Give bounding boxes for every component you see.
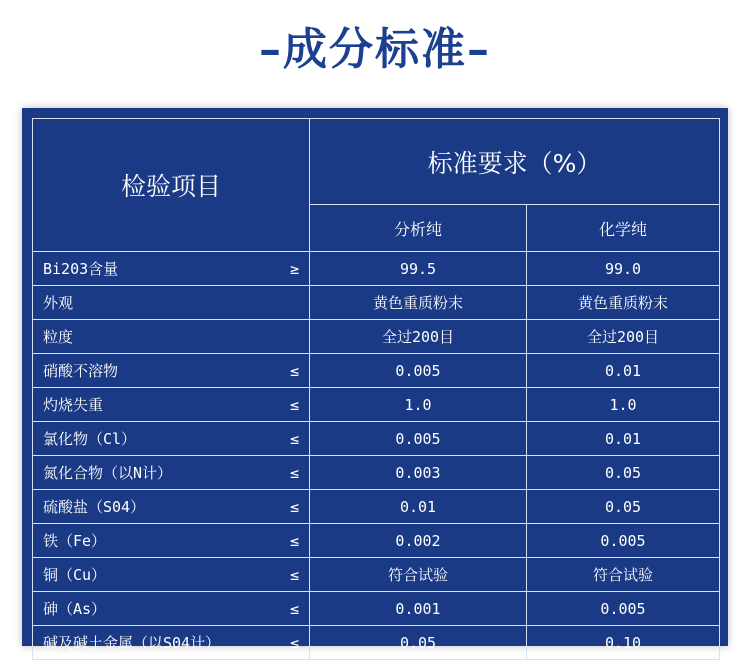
value-analytical: 0.005 xyxy=(310,422,527,456)
item-name: 砷（As） xyxy=(43,600,107,618)
comparison-operator: ≤ xyxy=(289,395,299,414)
comparison-operator: ≥ xyxy=(289,259,299,278)
item-cell xyxy=(33,388,310,422)
value-chemical: 全过200目 xyxy=(527,320,720,354)
value-chemical: 0.10 xyxy=(527,626,720,660)
value-analytical: 0.001 xyxy=(310,592,527,626)
header-col-chemical: 化学纯 xyxy=(527,205,720,252)
item-cell xyxy=(33,558,310,592)
comparison-operator: ≤ xyxy=(289,599,299,618)
item-name: 铁（Fe） xyxy=(43,532,107,550)
value-analytical: 0.05 xyxy=(310,626,527,660)
table-row xyxy=(33,490,720,524)
item-cell xyxy=(33,626,310,660)
standards-table xyxy=(32,118,720,660)
item-name: 外观 xyxy=(43,294,74,312)
table-row xyxy=(33,252,720,286)
value-chemical: 0.005 xyxy=(527,524,720,558)
table-row xyxy=(33,286,720,320)
table-row xyxy=(33,388,720,422)
page-title: –成分标准– xyxy=(259,24,491,75)
value-chemical: 1.0 xyxy=(527,388,720,422)
item-name: 灼烧失重 xyxy=(43,396,104,414)
item-name: Bi203含量 xyxy=(43,260,119,278)
item-cell xyxy=(33,252,310,286)
value-chemical: 黄色重质粉末 xyxy=(527,286,720,320)
value-analytical: 1.0 xyxy=(310,388,527,422)
item-cell xyxy=(33,490,310,524)
table-body xyxy=(33,119,720,660)
value-chemical: 0.01 xyxy=(527,422,720,456)
table-row xyxy=(33,524,720,558)
item-name: 硝酸不溶物 xyxy=(43,362,119,380)
item-cell xyxy=(33,286,310,320)
value-analytical: 0.002 xyxy=(310,524,527,558)
table-row xyxy=(33,456,720,490)
item-name: 氯化物（Cl） xyxy=(43,430,137,448)
comparison-operator: ≤ xyxy=(289,531,299,550)
item-name: 粒度 xyxy=(43,328,74,346)
item-cell xyxy=(33,456,310,490)
value-chemical: 99.0 xyxy=(527,252,720,286)
value-chemical: 0.005 xyxy=(527,592,720,626)
comparison-operator: ≤ xyxy=(289,463,299,482)
comparison-operator: ≤ xyxy=(289,497,299,516)
comparison-operator: ≤ xyxy=(289,361,299,380)
value-analytical: 0.003 xyxy=(310,456,527,490)
item-cell xyxy=(33,524,310,558)
value-analytical: 0.005 xyxy=(310,354,527,388)
value-analytical: 99.5 xyxy=(310,252,527,286)
value-analytical: 0.01 xyxy=(310,490,527,524)
value-chemical: 符合试验 xyxy=(527,558,720,592)
item-cell xyxy=(33,354,310,388)
item-cell xyxy=(33,320,310,354)
comparison-operator: ≤ xyxy=(289,429,299,448)
value-analytical: 符合试验 xyxy=(310,558,527,592)
header-standard: 标准要求（%） xyxy=(310,119,720,205)
item-cell xyxy=(33,422,310,456)
header-item: 检验项目 xyxy=(33,119,310,252)
table-row xyxy=(33,558,720,592)
comparison-operator: ≤ xyxy=(289,565,299,584)
value-analytical: 黄色重质粉末 xyxy=(310,286,527,320)
table-row xyxy=(33,592,720,626)
table-row xyxy=(33,354,720,388)
standards-panel xyxy=(22,108,728,652)
item-cell xyxy=(33,592,310,626)
table-row xyxy=(33,626,720,660)
value-chemical: 0.05 xyxy=(527,456,720,490)
value-chemical: 0.01 xyxy=(527,354,720,388)
item-name: 氮化合物（以N计） xyxy=(43,464,173,482)
item-name: 硫酸盐（S04） xyxy=(43,498,146,516)
table-row xyxy=(33,320,720,354)
item-name: 铜（Cu） xyxy=(43,566,107,584)
header-row xyxy=(33,119,720,205)
table-row xyxy=(33,422,720,456)
header-col-analytical: 分析纯 xyxy=(310,205,527,252)
comparison-operator: ≤ xyxy=(289,633,299,652)
value-chemical: 0.05 xyxy=(527,490,720,524)
value-analytical: 全过200目 xyxy=(310,320,527,354)
item-name: 碱及碱土金属（以S04计） xyxy=(43,634,221,652)
